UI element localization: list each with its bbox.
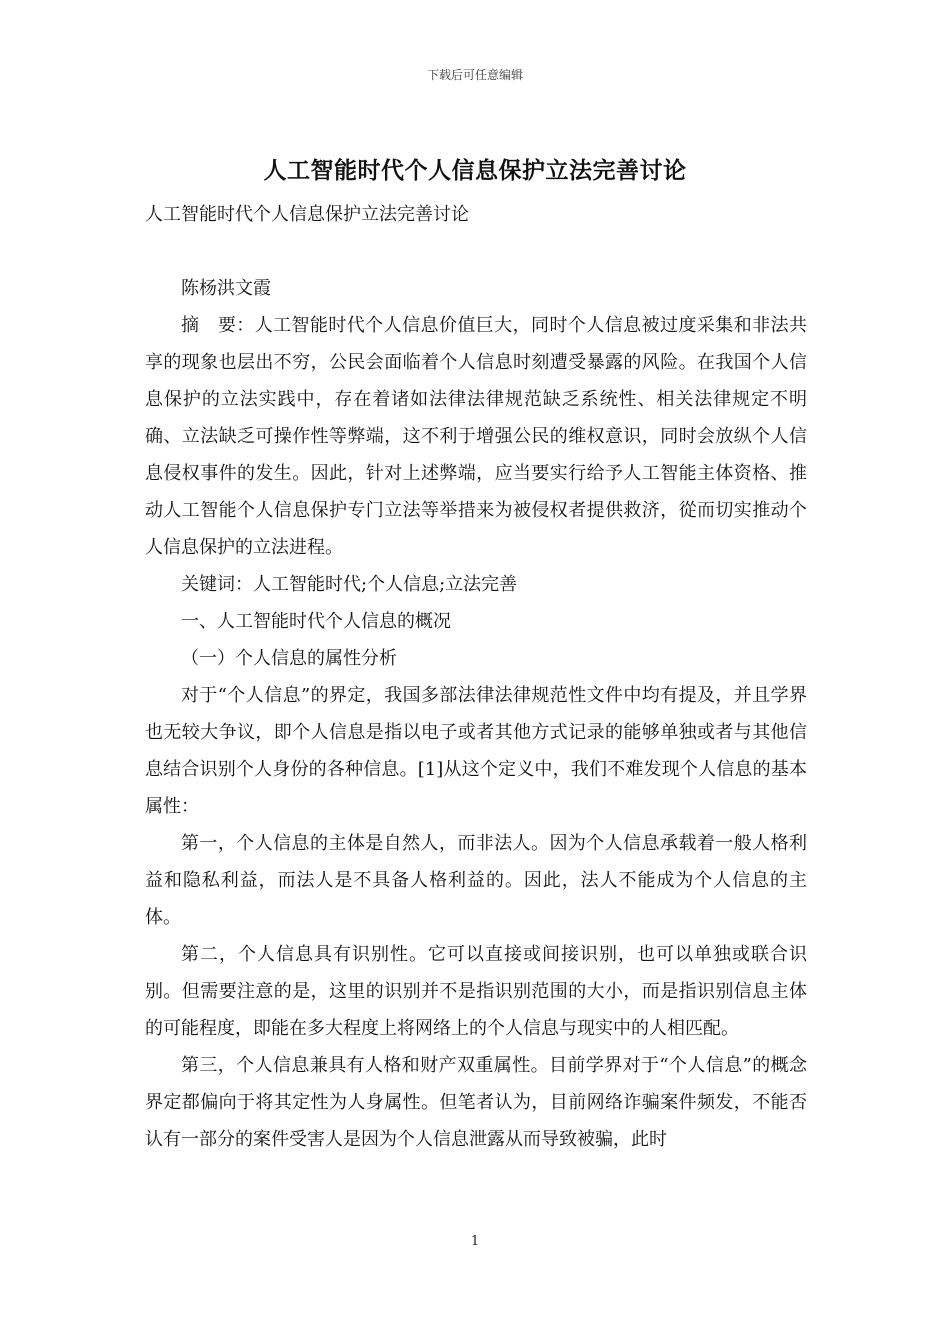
body-paragraph: 第一，个人信息的主体是自然人，而非法人。因为个人信息承载着一般人格利益和隐私利益，而法人是不具备人格利益的。因此，法人不能成为个人信息的主体。 [145,833,807,928]
body-paragraph: 第三，个人信息兼具有人格和财产双重属性。目前学界对于“个人信息”的概念界定都偏向于将其定性为人身属性。但笔者认为，目前网络诈骗案件频发，不能否认有一部分的案件受害人是因为个人信息泄露从而导致被骗，此时 [145,1055,807,1150]
header-note: 下载后可任意编辑 [426,68,523,82]
page-number: 1 [470,1234,480,1249]
authors: 陈杨洪文霞 [181,278,271,299]
subsection-heading: （一）个人信息的属性分析 [181,648,397,669]
body-paragraph: 第二，个人信息具有识别性。它可以直接或间接识别，也可以单独或联合识别。但需要注意的是，这里的识别并不是指识别范围的大小，而是指识别信息主体的可能程度，即能在多大程度上将网络上的个人信息与现实中的人相匹配。 [145,944,807,1039]
document-title: 人工智能时代个人信息保护立法完善讨论 [263,157,687,184]
document-subtitle: 人工智能时代个人信息保护立法完善讨论 [145,204,469,225]
document-body [145,196,807,1158]
body-paragraph: 对于“个人信息”的界定，我国多部法律法律规范性文件中均有提及，并且学界也无较大争议，即个人信息是指以电子或者其他方式记录的能够单独或者与其他信息结合识别个人身份的各种信息。[1]从这个定义中，我们不难发现个人信息的基本属性： [145,685,807,817]
abstract-paragraph: 摘 要：人工智能时代个人信息价值巨大，同时个人信息被过度采集和非法共享的现象也层出不穷，公民会面临着个人信息时刻遭受暴露的风险。在我国个人信息保护的立法实践中，存在着诸如法律法律规范缺乏系统性、相关法律规定不明确、立法缺乏可操作性等弊端，这不利于增强公民的维权意识，同时会放纵个人信息侵权事件的发生。因此，针对上述弊端，应当要实行给予人工智能主体资格、推动人工智能个人信息保护专门立法等举措来为被侵权者提供救济，從而切实推动个人信息保护的立法进程。 [145,315,807,558]
section-heading: 一、人工智能时代个人信息的概况 [181,611,451,632]
keywords: 关键词：人工智能时代;个人信息;立法完善 [181,574,518,595]
